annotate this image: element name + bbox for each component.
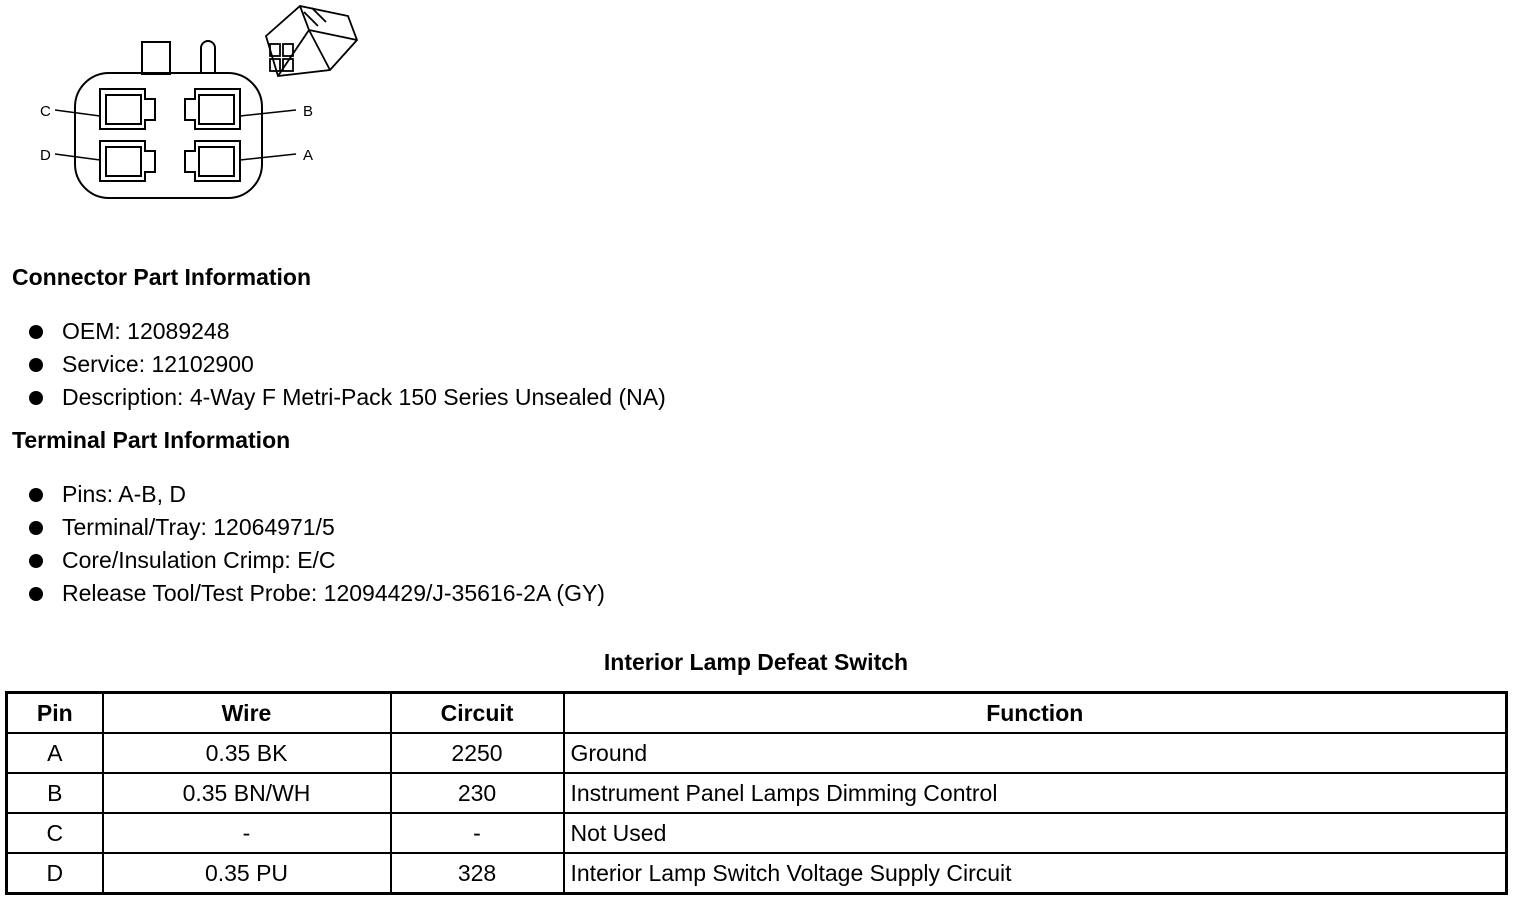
table-header-row	[7, 693, 1507, 734]
header-function: Function	[564, 693, 1507, 734]
list-item: Core/Insulation Crimp: E/C	[0, 544, 605, 577]
table-row	[7, 773, 1507, 813]
cell-wire: 0.35 PU	[103, 853, 391, 894]
cell-pin: D	[7, 853, 103, 894]
connector-latch-tab	[201, 41, 215, 74]
header-circuit: Circuit	[391, 693, 564, 734]
terminal-part-list	[0, 478, 605, 610]
cell-function: Interior Lamp Switch Voltage Supply Circuit	[564, 853, 1507, 894]
cell-wire: -	[103, 813, 391, 853]
cavity-a	[185, 141, 240, 181]
bullet-icon	[29, 554, 43, 568]
header-pin: Pin	[7, 693, 103, 734]
bullet-icon	[29, 587, 43, 601]
cell-circuit: -	[391, 813, 564, 853]
list-item: Description: 4-Way F Metri-Pack 150 Series Unsealed (NA)	[0, 381, 666, 414]
bullet-icon	[29, 488, 43, 502]
pin-label-d: D	[40, 147, 51, 164]
cell-circuit: 2250	[391, 733, 564, 773]
table-row	[7, 853, 1507, 894]
connector-body	[75, 73, 262, 198]
cavity-b	[185, 89, 240, 129]
table-row	[7, 733, 1507, 773]
terminal-part-heading: Terminal Part Information	[12, 427, 291, 453]
cell-pin: A	[7, 733, 103, 773]
connector-isometric-icon	[266, 6, 357, 76]
pin-label-c: C	[40, 103, 51, 120]
list-item: Pins: A-B, D	[0, 478, 605, 511]
cell-function: Not Used	[564, 813, 1507, 853]
bullet-icon	[29, 391, 43, 405]
list-item: Terminal/Tray: 12064971/5	[0, 511, 605, 544]
pinout-table	[5, 691, 1508, 895]
cavity-d	[100, 141, 155, 181]
cell-function: Ground	[564, 733, 1507, 773]
connector-key-tab	[142, 42, 170, 74]
list-item: OEM: 12089248	[0, 315, 666, 348]
cell-pin: C	[7, 813, 103, 853]
connector-part-list	[0, 315, 666, 414]
bullet-icon	[29, 521, 43, 535]
connector-diagram	[0, 0, 380, 215]
cell-circuit: 328	[391, 853, 564, 894]
pin-label-a: A	[303, 147, 314, 164]
cell-pin: B	[7, 773, 103, 813]
cell-function: Instrument Panel Lamps Dimming Control	[564, 773, 1507, 813]
header-wire: Wire	[103, 693, 391, 734]
cell-wire: 0.35 BK	[103, 733, 391, 773]
list-item: Service: 12102900	[0, 348, 666, 381]
cell-wire: 0.35 BN/WH	[103, 773, 391, 813]
cell-circuit: 230	[391, 773, 564, 813]
list-item: Release Tool/Test Probe: 12094429/J-35616-2A (GY)	[0, 577, 605, 610]
bullet-icon	[29, 325, 43, 339]
table-row	[7, 813, 1507, 853]
pin-label-b: B	[303, 103, 314, 120]
bullet-icon	[29, 358, 43, 372]
cavity-c	[100, 89, 155, 129]
table-title: Interior Lamp Defeat Switch	[603, 649, 909, 675]
connector-part-heading: Connector Part Information	[12, 264, 312, 290]
